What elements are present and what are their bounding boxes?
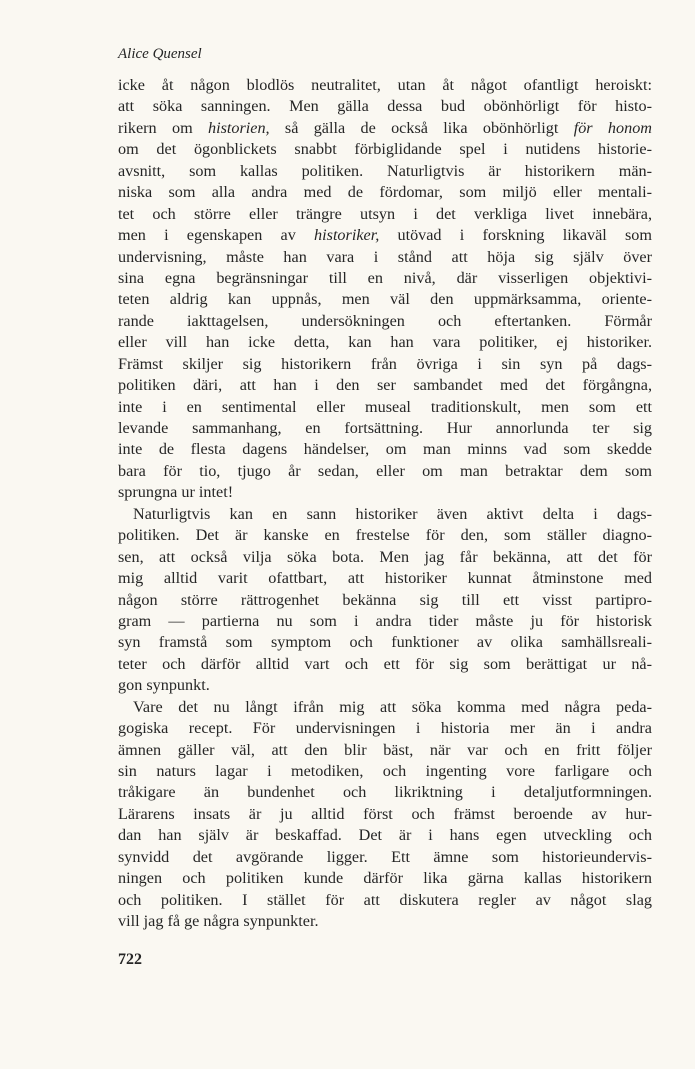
text-line xyxy=(118,804,652,825)
text-run: sen, att också vilja söka bota. Men jag får bekänna, att det för xyxy=(118,547,652,566)
text-run: sprungna ur intet! xyxy=(118,483,234,502)
text-line xyxy=(118,311,652,332)
text-line xyxy=(118,697,652,718)
text-run: politiken. Det är kanske en frestelse för den, som ställer diagno- xyxy=(118,526,652,545)
text-line xyxy=(118,96,652,117)
text-line xyxy=(118,568,652,589)
text-run: sin naturs lagar i metodiken, och ingenting vore farligare och xyxy=(118,762,652,780)
text-line xyxy=(118,632,652,653)
text-run: Lärarens insats är ju alltid först och främst beroende av hur- xyxy=(118,804,652,823)
text-line xyxy=(118,482,652,503)
text-run: inte de flesta dagens händelser, om man minns vad som skedde xyxy=(118,440,652,459)
text-run: inte i en sentimental eller museal traditionskult, men som ett xyxy=(118,397,652,416)
text-line xyxy=(118,890,652,911)
text-run: niska som alla andra med de fördomar, som miljö eller mentali- xyxy=(118,183,652,202)
text-line xyxy=(118,740,652,761)
text-run: att söka sanningen. Men gälla dessa bud obönhörligt för histo- xyxy=(118,97,652,116)
text-run: undervisning, måste han vara i stånd att höja sig själv över xyxy=(118,247,652,266)
text-run: politiken däri, att han i den ser sambandet med det förgångna, xyxy=(118,376,652,395)
text-line xyxy=(118,161,652,182)
text-run: synvidd det avgörande ligger. Ett ämne som historieundervis- xyxy=(118,847,652,866)
text-line xyxy=(118,761,652,782)
text-run: Naturligtvis kan en sann historiker även aktivt delta i dags- xyxy=(133,504,652,523)
body-text xyxy=(118,75,652,933)
text-line xyxy=(118,204,652,225)
text-run: ämnen gäller väl, att den blir bäst, när var och en fritt följer xyxy=(118,740,652,759)
text-run: teter och därför alltid vart och ett för sig som berättigat ur nå- xyxy=(118,654,652,673)
text-line xyxy=(118,782,652,803)
text-line xyxy=(118,225,652,246)
text-run: sina egna begränsningar till en nivå, där visserligen objektivi- xyxy=(118,268,652,287)
text-line xyxy=(118,397,652,418)
text-line xyxy=(118,868,652,889)
text-run: gon synpunkt. xyxy=(118,676,210,695)
text-run: rikern om xyxy=(118,118,208,137)
text-run: tråkigare än bundenhet och likriktning i detaljutformningen. xyxy=(118,783,652,802)
text-run: någon större rättrogenhet bekänna sig till ett visst partipro- xyxy=(118,590,652,609)
text-line xyxy=(118,847,652,868)
text-line xyxy=(118,525,652,546)
running-header: Alice Quensel xyxy=(118,46,202,62)
text-run: gogiska recept. För undervisningen i historia mer än i andra xyxy=(118,719,652,738)
text-run: vill jag få ge några synpunkter. xyxy=(118,912,319,931)
text-line xyxy=(118,247,652,268)
text-run: utövad i forskning likaväl som xyxy=(379,226,652,245)
text-run: icke åt någon blodlös neutralitet, utan åt något ofantligt heroiskt: xyxy=(118,76,652,94)
italic-text: för honom xyxy=(573,118,652,137)
italic-text: historiker, xyxy=(314,226,380,245)
text-run: eller vill han icke detta, kan han vara politiker, ej historiker. xyxy=(118,333,652,352)
italic-text: historien, xyxy=(207,118,270,137)
text-run: så gälla de också lika obönhörligt xyxy=(269,118,574,137)
text-line xyxy=(118,75,652,96)
page-number: 722 xyxy=(118,951,142,968)
text-line xyxy=(118,718,652,739)
text-line xyxy=(118,118,652,139)
text-line xyxy=(118,439,652,460)
text-run: avsnitt, som kallas politiken. Naturligtvis är historikern män- xyxy=(118,161,652,180)
text-line xyxy=(118,461,652,482)
text-line xyxy=(118,354,652,375)
text-line xyxy=(118,375,652,396)
text-run: tet och större eller trängre utsyn i det verkliga livet innebära, xyxy=(118,204,652,223)
text-line xyxy=(118,654,652,675)
text-line xyxy=(118,611,652,632)
text-line xyxy=(118,547,652,568)
text-run: syn framstå som symptom och funktioner av olika samhällsreali- xyxy=(118,633,652,652)
text-run: ningen och politiken kunde därför lika gärna kallas historikern xyxy=(118,869,652,888)
text-run: levande sammanhang, en fortsättning. Hur annorlunda ter sig xyxy=(118,419,652,437)
text-run: mig alltid varit ofattbart, att historiker kunnat åtminstone med xyxy=(118,569,652,588)
text-run: dan han själv är beskaffad. Det är i hans egen utveckling och xyxy=(118,826,652,845)
text-line xyxy=(118,418,652,439)
text-line xyxy=(118,332,652,353)
text-run: Vare det nu långt ifrån mig att söka komma med några peda- xyxy=(133,697,652,716)
text-line xyxy=(118,504,652,525)
text-run: och politiken. I stället för att diskutera regler av något slag xyxy=(118,890,652,909)
text-line xyxy=(118,289,652,310)
text-run: teten aldrig kan uppnås, men väl den uppmärksamma, oriente- xyxy=(118,290,652,309)
text-line xyxy=(118,268,652,289)
text-line xyxy=(118,182,652,203)
text-run: men i egenskapen av xyxy=(118,226,315,245)
text-line xyxy=(118,590,652,611)
text-line xyxy=(118,911,652,932)
text-run: gram — partierna nu som i andra tider måste ju för historisk xyxy=(118,611,652,630)
text-line xyxy=(118,825,652,846)
text-run: Främst skiljer sig historikern från övriga i sin syn på dags- xyxy=(118,354,652,373)
text-run: rande iakttagelsen, undersökningen och eftertanken. Förmår xyxy=(118,311,652,330)
text-run: bara för tio, tjugo år sedan, eller om man betraktar dem som xyxy=(118,461,652,480)
text-run: om det ögonblickets snabbt förbiglidande spel i nutidens historie- xyxy=(118,140,652,159)
text-line xyxy=(118,139,652,160)
text-line xyxy=(118,675,652,696)
